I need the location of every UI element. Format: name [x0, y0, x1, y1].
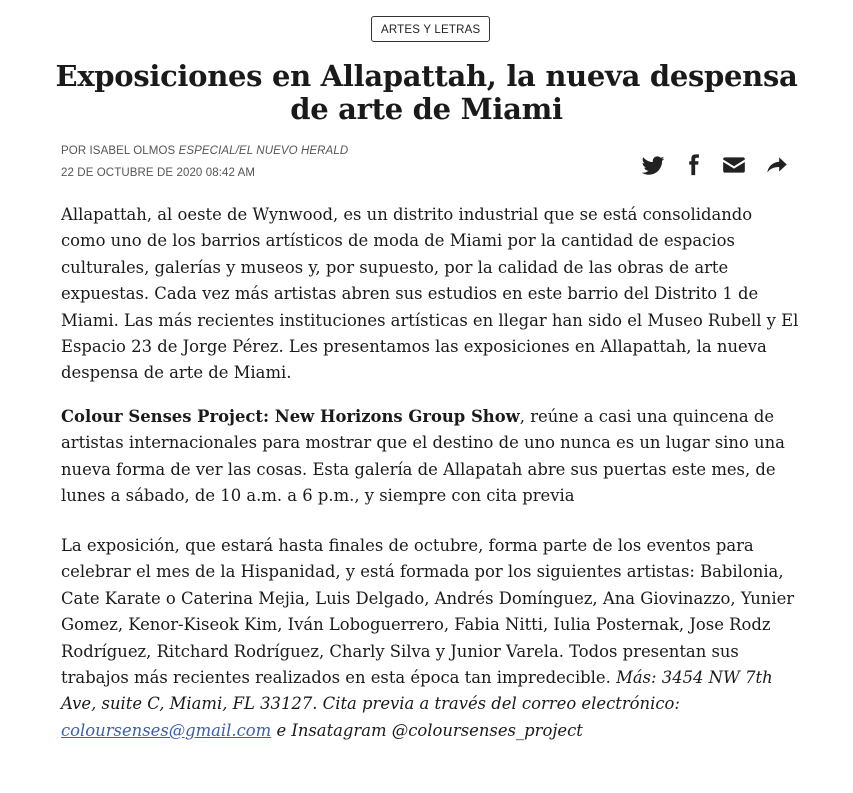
instagram-label: e Insatagram: [276, 720, 387, 740]
exhibition-description: , reúne a casi una quincena de artistas internacionales para mostrar que el destino de uno nunca es un lugar sino una nueva forma de ver las cosas. Esta galería de Allapatah abre sus puertas este mes, de lunes a sábado, de 10 a.m. a 6 p.m., y siempre con cita previa: [61, 407, 785, 506]
exhibition-title: Colour Senses Project: New Horizons Group Show: [61, 407, 520, 426]
paragraph-artists: [61, 533, 801, 744]
instagram-handle: @coloursenses_project: [391, 720, 583, 740]
venue-info: Más: 3454 NW 7th Ave, suite C, Miami, FL 33127. Cita previa a través del correo electrónico:: [61, 668, 773, 714]
paragraph-intro: Allapattah, al oeste de Wynwood, es un distrito industrial que se está consolidando como uno de los barrios artísticos de moda de Miami por la cantidad de espacios culturales, galerías y museos y, por supuesto, por la calidad de las obras de arte expuestas. Cada vez más artistas abren sus estudios en este barrio del Distrito 1 de Miami. Las más recientes instituciones artísticas en llegar han sido el Museo Rubell y El Espacio 23 de Jorge Pérez. Les presentamos las exposiciones en Allapattah, la nueva despensa de arte de Miami.: [61, 205, 799, 383]
article-headline: Exposiciones en Allapattah, la nueva despensa de arte de Miami: [55, 59, 798, 126]
publish-date: 22 DE OCTUBRE DE 2020 08:42 AM: [61, 167, 256, 179]
facebook-icon[interactable]: [680, 152, 706, 178]
share-icon[interactable]: [764, 152, 790, 178]
email-link[interactable]: coloursenses@gmail.com: [61, 720, 272, 740]
author-name[interactable]: POR ISABEL OLMOS: [61, 145, 176, 157]
paragraph-colour-senses: [61, 404, 801, 510]
artists-text: La exposición, que estará hasta finales de octubre, forma parte de los eventos para celebrar el mes de la Hispanidad, y está formada por los siguientes artistas: Babilonia, Cate Karate o Caterina Mejia, Luis Delgado, Andrés Domínguez, Ana Giovinazzo, Yunier Gomez, Kenor-Kiseok Kim, Iván Loboguerrero, Fabia Nitti, Iulia Posternak, Jose Rodz Rodríguez, Ritchard Rodríguez, Charly Silva y Junior Varela. Todos presentan sus trabajos más recientes realizados en esta época tan impredecible.: [61, 536, 795, 688]
section-tag[interactable]: ARTES Y LETRAS: [371, 16, 490, 42]
byline: [61, 145, 348, 157]
author-outlet: ESPECIAL/EL NUEVO HERALD: [178, 145, 349, 157]
share-bar: [640, 152, 790, 182]
email-icon[interactable]: [721, 152, 747, 178]
twitter-icon[interactable]: [640, 152, 666, 178]
